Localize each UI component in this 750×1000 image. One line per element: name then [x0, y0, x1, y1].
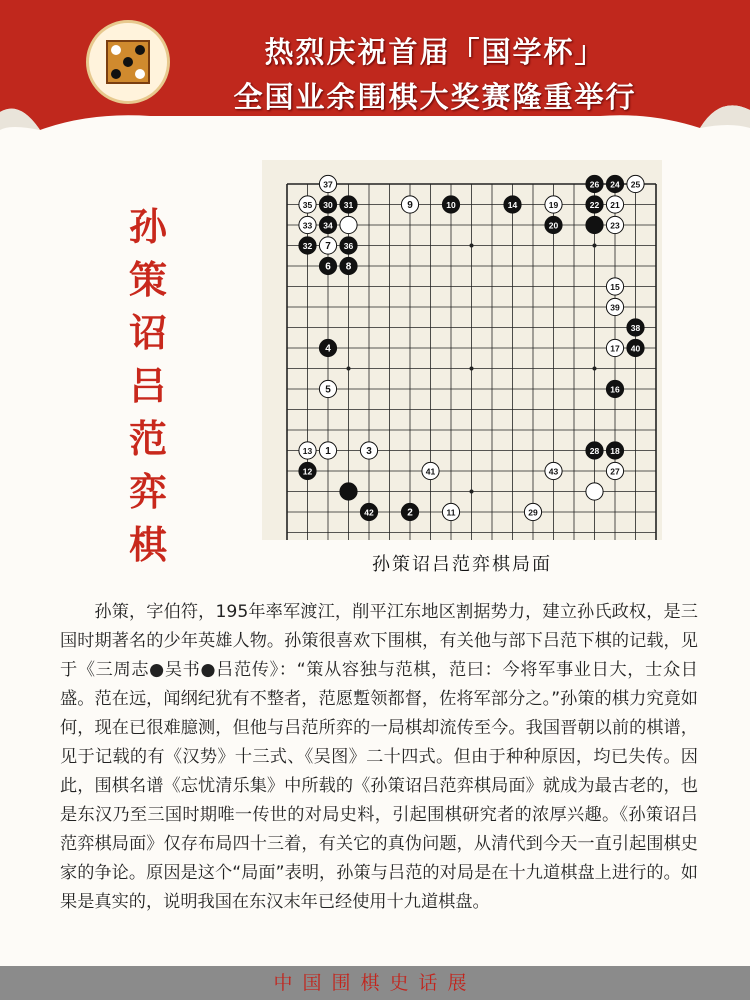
- vertical-title: 孙策诏吕范弈棋: [128, 204, 167, 567]
- star-point: [347, 367, 351, 371]
- stone-number: 18: [610, 446, 620, 456]
- star-point: [470, 367, 474, 371]
- stone-number: 39: [610, 302, 620, 313]
- stone-number: 2: [407, 507, 413, 519]
- white-stone: [340, 216, 357, 233]
- board-caption: 孙策诏吕范弈棋局面: [372, 554, 552, 575]
- go-board-svg: [262, 160, 662, 540]
- stone-number: 23: [610, 220, 620, 231]
- stone-number: 10: [446, 200, 456, 210]
- stone-number: 37: [323, 179, 333, 190]
- stone-number: 17: [610, 343, 620, 354]
- go-board-diagram: [262, 160, 662, 540]
- stone-number: 12: [302, 466, 313, 477]
- stone-number: 6: [325, 261, 331, 273]
- star-point: [593, 244, 597, 248]
- footer-bar: [0, 966, 750, 1000]
- stone-number: 1: [325, 446, 331, 457]
- stone-number: 9: [407, 200, 413, 211]
- stone-number: 28: [589, 446, 600, 456]
- white-stone: [586, 483, 603, 500]
- stone-number: 40: [630, 343, 641, 354]
- stone-number: 8: [345, 261, 352, 273]
- stone-number: 14: [507, 200, 518, 210]
- article-text: 孙策，字伯符，195年率军渡江，削平江东地区割据势力，建立孙氏政权，是三国时期著名的少年英雄人物。孙策很喜欢下围棋，有关他与部下吕范下棋的记载，见于《三周志●吴书●吕范传》：“策从容独与范棋，范曰：今将军事业日大，士众日盛。范在远，闻纲纪犹有不整者，范愿蹔领都督，佐将军部分之。”孙策的棋力究竟如何，现在已很难臆测，但他与吕范所弈的一局棋却流传至今。我国晋朝以前的棋谱，见于记载的有《汉势》十三式、《吴图》二十四式。但由于种种原因，均已失传。因此，围棋名谱《忘忧清乐集》中所载的《孙策诏吕范弈棋局面》就成为最古老的，也是东汉乃至三国时期唯一传世的对局史料，引起围棋研究者的浓厚兴趣。《孙策诏吕范弈棋局面》仅存布局四十三着，有关它的真伪问题，从清代到今天一直引起围棋史家的争论。原因是这个“局面”表明，孙策与吕范的对局是在十九道棋盘上进行的。如果是真实的，说明我国在东汉末年已经使用十九道棋盘。: [60, 602, 698, 912]
- stone-number: 35: [302, 200, 313, 210]
- stone-number: 5: [325, 384, 331, 396]
- header-title-line1: 热烈庆祝首届「国学杯」: [264, 35, 606, 69]
- stone-number: 16: [610, 384, 620, 395]
- stone-number: 36: [343, 241, 354, 251]
- star-point: [593, 367, 597, 371]
- star-point: [470, 490, 474, 494]
- stone-number: 41: [425, 466, 436, 477]
- go-board-logo-icon: [106, 40, 150, 84]
- stone-number: 32: [302, 241, 313, 251]
- stone-number: 3: [366, 446, 372, 457]
- header-banner: [0, 0, 750, 130]
- stone-number: 15: [610, 282, 620, 292]
- stone-number: 20: [548, 220, 559, 231]
- stone-number: 30: [323, 200, 333, 210]
- stone-number: 26: [589, 179, 600, 190]
- stone-number: 33: [302, 220, 313, 231]
- stone-number: 31: [343, 200, 354, 210]
- stone-number: 19: [548, 200, 559, 210]
- stone-number: 27: [610, 466, 620, 477]
- star-point: [470, 244, 474, 248]
- stone-number: 34: [323, 220, 333, 231]
- stone-number: 13: [302, 446, 313, 456]
- stone-number: 11: [446, 507, 456, 518]
- black-stone: [340, 483, 357, 500]
- stone-number: 38: [630, 323, 641, 333]
- black-stone: [586, 216, 603, 233]
- stone-number: 4: [325, 343, 331, 355]
- footer-title: 中国围棋史话展: [273, 972, 477, 994]
- stone-number: 25: [630, 179, 641, 190]
- stone-number: 21: [610, 200, 620, 210]
- logo: [86, 20, 170, 104]
- stone-number: 7: [325, 241, 331, 252]
- stone-number: 24: [610, 179, 620, 190]
- stone-number: 43: [548, 466, 559, 477]
- stone-number: 42: [364, 507, 374, 518]
- header-title-line2: 全国业余围棋大奖赛隆重举行: [233, 80, 637, 114]
- stone-number: 22: [589, 200, 600, 210]
- stone-number: 29: [528, 507, 538, 518]
